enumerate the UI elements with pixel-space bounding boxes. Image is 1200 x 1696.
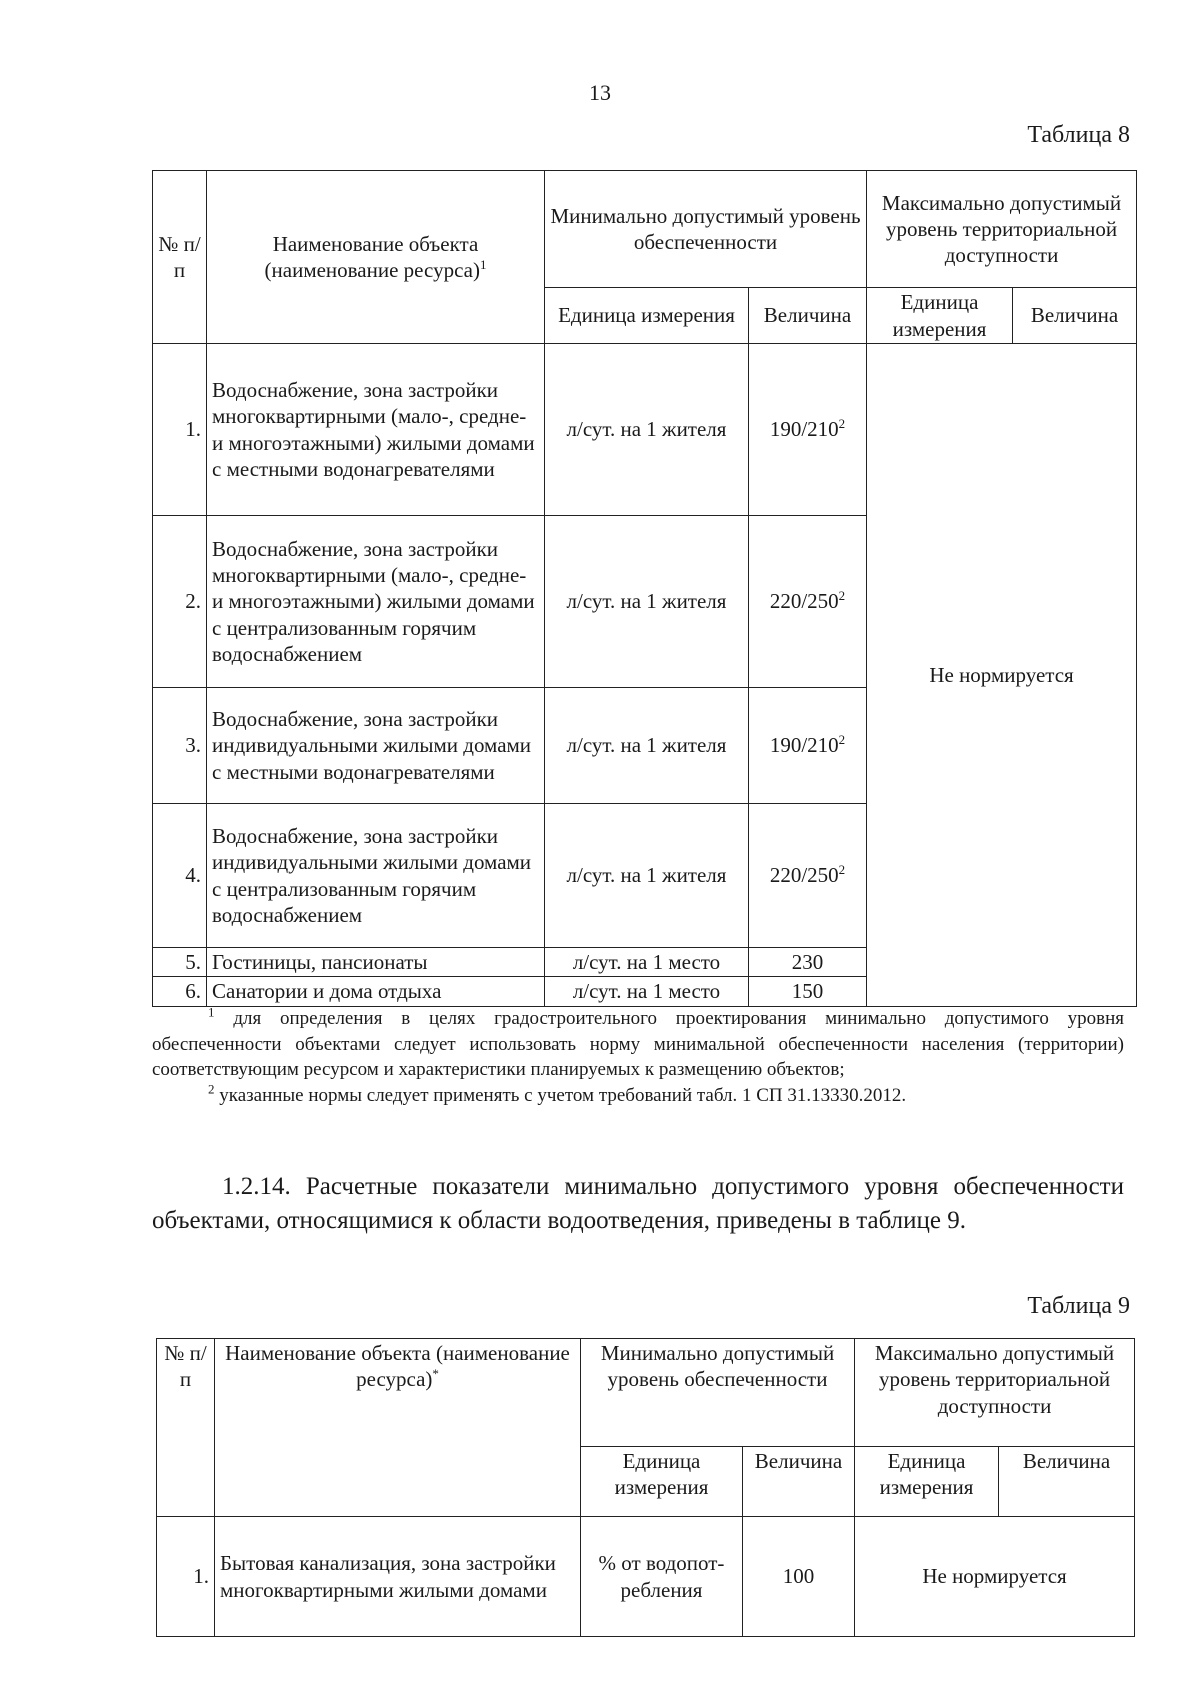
table8-header-value: Величина	[749, 288, 867, 344]
row-unit: % от водопот-ребления	[581, 1517, 743, 1637]
table8-header-name: Наименование объекта (наименование ресурса)$^1$	[207, 171, 545, 344]
row-num: 1.	[153, 344, 207, 516]
table9-header-value: Величина	[743, 1447, 855, 1517]
table8-merged-max-value: Не нормируется	[867, 344, 1137, 1007]
row-value: $220/250^2$	[749, 516, 867, 688]
table8-header-max-level: Максимально допустимый уровень территориальной доступности	[867, 171, 1137, 288]
row-num: 3.	[153, 688, 207, 804]
row-unit: л/сут. на 1 жителя	[545, 516, 749, 688]
row-unit: л/сут. на 1 жителя	[545, 688, 749, 804]
table8-header-min-level: Минимально допустимый уровень обеспеченности	[545, 171, 867, 288]
table9-header-unit2: Единица измерения	[855, 1447, 999, 1517]
row-value: 100	[743, 1517, 855, 1637]
row-name: Водоснабжение, зона застройки многоквартирными (мало-, средне- и многоэтажными) жилыми домами с местными водонагревателями	[207, 344, 545, 516]
row-value: $220/250^2$	[749, 804, 867, 948]
table8-caption: Таблица 8	[1027, 122, 1130, 148]
table9-header-min-level: Минимально допустимый уровень обеспеченности	[581, 1339, 855, 1447]
footnotes	[152, 1006, 1124, 1109]
table9-header-num: № п/п	[157, 1339, 215, 1517]
row-value: $190/210^2$	[749, 688, 867, 804]
table9-header-unit: Единица измерения	[581, 1447, 743, 1517]
row-max-value: Не нормируется	[855, 1517, 1135, 1637]
row-value: 230	[749, 948, 867, 977]
row-unit: л/сут. на 1 место	[545, 977, 749, 1006]
table9-header-value2: Величина	[999, 1447, 1135, 1517]
table-row	[157, 1517, 1135, 1637]
row-unit: л/сут. на 1 место	[545, 948, 749, 977]
row-name: Водоснабжение, зона застройки индивидуальными жилыми домами с местными водонагревателями	[207, 688, 545, 804]
row-num: 1.	[157, 1517, 215, 1637]
page-number: 13	[589, 80, 611, 105]
table-row	[153, 344, 1137, 516]
row-name: Гостиницы, пансионаты	[207, 948, 545, 977]
row-value: $190/210^2$	[749, 344, 867, 516]
row-name: Бытовая канализация, зона застройки многоквартирными жилыми домами	[215, 1517, 581, 1637]
row-name: Водоснабжение, зона застройки индивидуальными жилыми домами с централизованным горячим водоснабжением	[207, 804, 545, 948]
table9-caption: Таблица 9	[1027, 1293, 1130, 1319]
table8-header-value2: Величина	[1013, 288, 1137, 344]
table9	[156, 1338, 1135, 1637]
row-name: Санатории и дома отдыха	[207, 977, 545, 1006]
table8	[152, 170, 1137, 1007]
table8-header-num: № п/п	[153, 171, 207, 344]
row-unit: л/сут. на 1 жителя	[545, 344, 749, 516]
row-value: 150	[749, 977, 867, 1006]
table9-header-name: Наименование объекта (наименование ресурса)*	[215, 1339, 581, 1517]
footnote-1: $^1$ для определения в целях градостроительного проектирования минимально допустимого уровня обеспеченности объектами следует использовать норму минимальной обеспеченности населения (территории) соответствующим ресурсом и характеристики планируемых к размещению объектов;	[152, 1004, 1125, 1081]
body-paragraph: 1.2.14. Расчетные показатели минимально допустимого уровня обеспеченности объектами, относящимися к области водоотведения, приведены в таблице 9.	[152, 1173, 1124, 1234]
row-unit: л/сут. на 1 жителя	[545, 804, 749, 948]
table8-header-unit: Единица измерения	[545, 288, 749, 344]
row-name: Водоснабжение, зона застройки многоквартирными (мало-, средне- и многоэтажными) жилыми домами с централизованным горячим водоснабжением	[207, 516, 545, 688]
table9-header-max-level: Максимально допустимый уровень территориальной доступности	[855, 1339, 1135, 1447]
row-num: 5.	[153, 948, 207, 977]
row-num: 4.	[153, 804, 207, 948]
row-num: 6.	[153, 977, 207, 1006]
row-num: 2.	[153, 516, 207, 688]
table8-header-unit2: Единица измерения	[867, 288, 1013, 344]
footnote-2: $^2$ указанные нормы следует применять с учетом требований табл. 1 СП 31.13330.2012.	[208, 1081, 907, 1106]
